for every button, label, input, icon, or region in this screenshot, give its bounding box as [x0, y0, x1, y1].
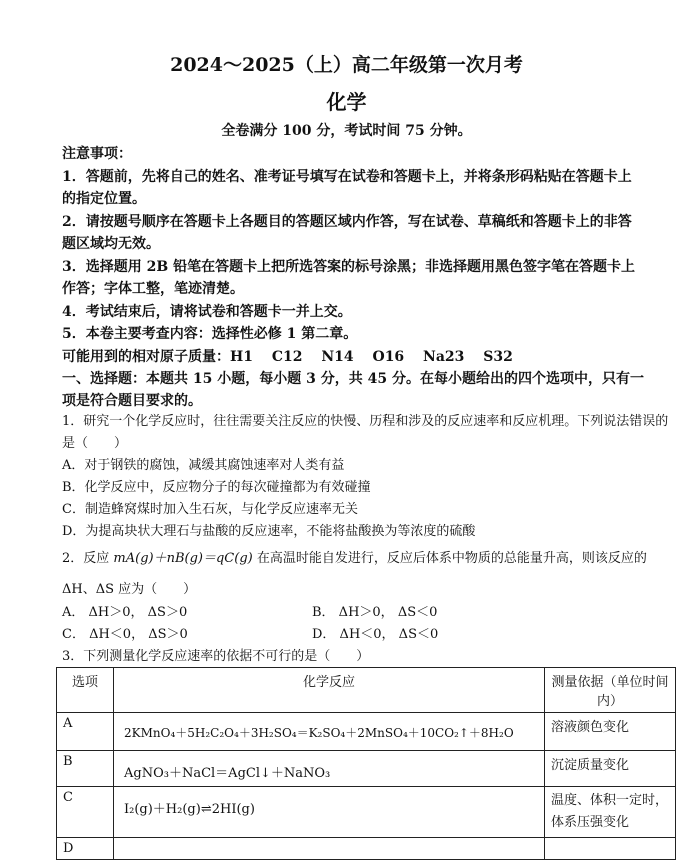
table-header-basis: 测量依据（单位时间内）: [545, 668, 676, 713]
table-cell-reaction: [114, 751, 545, 787]
notice-item-2-cont: 题区域均无效。: [62, 236, 160, 252]
table-cell-option: D: [57, 838, 114, 860]
notice-heading: 注意事项：: [62, 146, 132, 162]
table-cell-option: C: [57, 787, 114, 838]
q1-option-c: C．制造蜂窝煤时加入生石灰，与化学反应速率无关: [62, 502, 358, 517]
notice-item-2: 2．请按题号顺序在答题卡上各题目的答题区域内作答，写在试卷、草稿纸和答题卡上的非答: [62, 214, 632, 230]
exam-title: 2024～2025（上）高二年级第一次月考: [170, 54, 523, 76]
q1-option-a: A．对于钢铁的腐蚀，减缓其腐蚀速率对人类有益: [62, 458, 345, 473]
reaction-equation: AgNO₃＋NaCl＝AgCl↓＋NaNO₃: [124, 766, 331, 781]
section-1-heading-cont: 项是符合题目要求的。: [62, 393, 202, 409]
notice-item-1-cont: 的指定位置。: [62, 191, 146, 207]
notice-item-1: 1．答题前，先将自己的姓名、准考证号填写在试卷和答题卡上，并将条形码粘贴在答题卡上: [62, 169, 632, 185]
q2-option-c: C． ΔH＜0， ΔS＞0: [62, 627, 188, 642]
q2-stem-prefix: 2．反应: [62, 551, 114, 566]
notice-item-3: 3．选择题用 2B 铅笔在答题卡上把所选答案的标号涂黑；非选择题用黑色签字笔在答题卡上: [62, 259, 636, 275]
table-header-option: 选项: [57, 668, 114, 713]
table-cell-basis: 溶液颜色变化: [545, 713, 676, 751]
q2-stem: [62, 549, 647, 569]
subject-title: 化学: [326, 90, 367, 114]
notice-item-4: 4．考试结束后，请将试卷和答题卡一并上交。: [62, 304, 352, 320]
q2-equation: mA(g)＋nB(g)＝qC(g): [113, 551, 253, 566]
atomic-masses: 可能用到的相对原子质量：H1 C12 N14 O16 Na23 S32: [62, 349, 513, 365]
notice-item-3-cont: 作答；字体工整，笔迹清楚。: [62, 281, 244, 297]
notice-item-5: 5．本卷主要考查内容：选择性必修 1 第二章。: [62, 326, 358, 342]
reaction-equation: I₂(g)＋H₂(g)⇌2HI(g): [124, 802, 255, 817]
q1-stem-cont: 是（ ）: [62, 436, 128, 451]
score-info: 全卷满分 100 分，考试时间 75 分钟。: [221, 123, 472, 139]
q1-option-d: D．为提高块状大理石与盐酸的反应速率，不能将盐酸换为等浓度的硫酸: [62, 524, 476, 539]
reaction-equation: 2KMnO₄＋5H₂C₂O₄＋3H₂SO₄＝K₂SO₄＋2MnSO₄＋10CO₂↑＋8H₂O: [124, 726, 514, 740]
table-cell-reaction: [114, 713, 545, 751]
q2-stem-cont: ΔH、ΔS 应为（ ）: [62, 582, 197, 597]
q3-table: [56, 667, 676, 860]
table-cell-option: B: [57, 751, 114, 787]
table-header-row: [57, 668, 676, 713]
q2-stem-suffix: 在高温时能自发进行，反应后体系中物质的总能量升高，则该反应的: [252, 551, 647, 566]
q1-option-b: B．化学反应中，反应物分子的每次碰撞都为有效碰撞: [62, 480, 371, 495]
q2-option-a: A． ΔH＞0， ΔS＞0: [62, 605, 188, 620]
table-row: [57, 787, 676, 838]
q2-option-b: B． ΔH＞0， ΔS＜0: [312, 605, 438, 620]
table-cell-reaction: [114, 838, 545, 860]
q2-option-d: D． ΔH＜0， ΔS＜0: [312, 627, 439, 642]
section-1-heading: 一、选择题：本题共 15 小题，每小题 3 分，共 45 分。在每小题给出的四个选项中，只有一: [62, 371, 644, 387]
table-cell-basis: 温度、体积一定时，体系压强变化: [545, 787, 676, 838]
q3-stem: 3．下列测量化学反应速率的依据不可行的是（ ）: [62, 649, 370, 664]
q1-stem: 1．研究一个化学反应时，往往需要关注反应的快慢、历程和涉及的反应速率和反应机理。下列说法错误的: [62, 414, 669, 429]
table-cell-basis: [545, 838, 676, 860]
table-cell-reaction: [114, 787, 545, 838]
table-row: [57, 751, 676, 787]
table-row: [57, 713, 676, 751]
table-cell-option: A: [57, 713, 114, 751]
table-header-reaction: 化学反应: [114, 668, 545, 713]
table-cell-basis: 沉淀质量变化: [545, 751, 676, 787]
table-row: [57, 838, 676, 860]
